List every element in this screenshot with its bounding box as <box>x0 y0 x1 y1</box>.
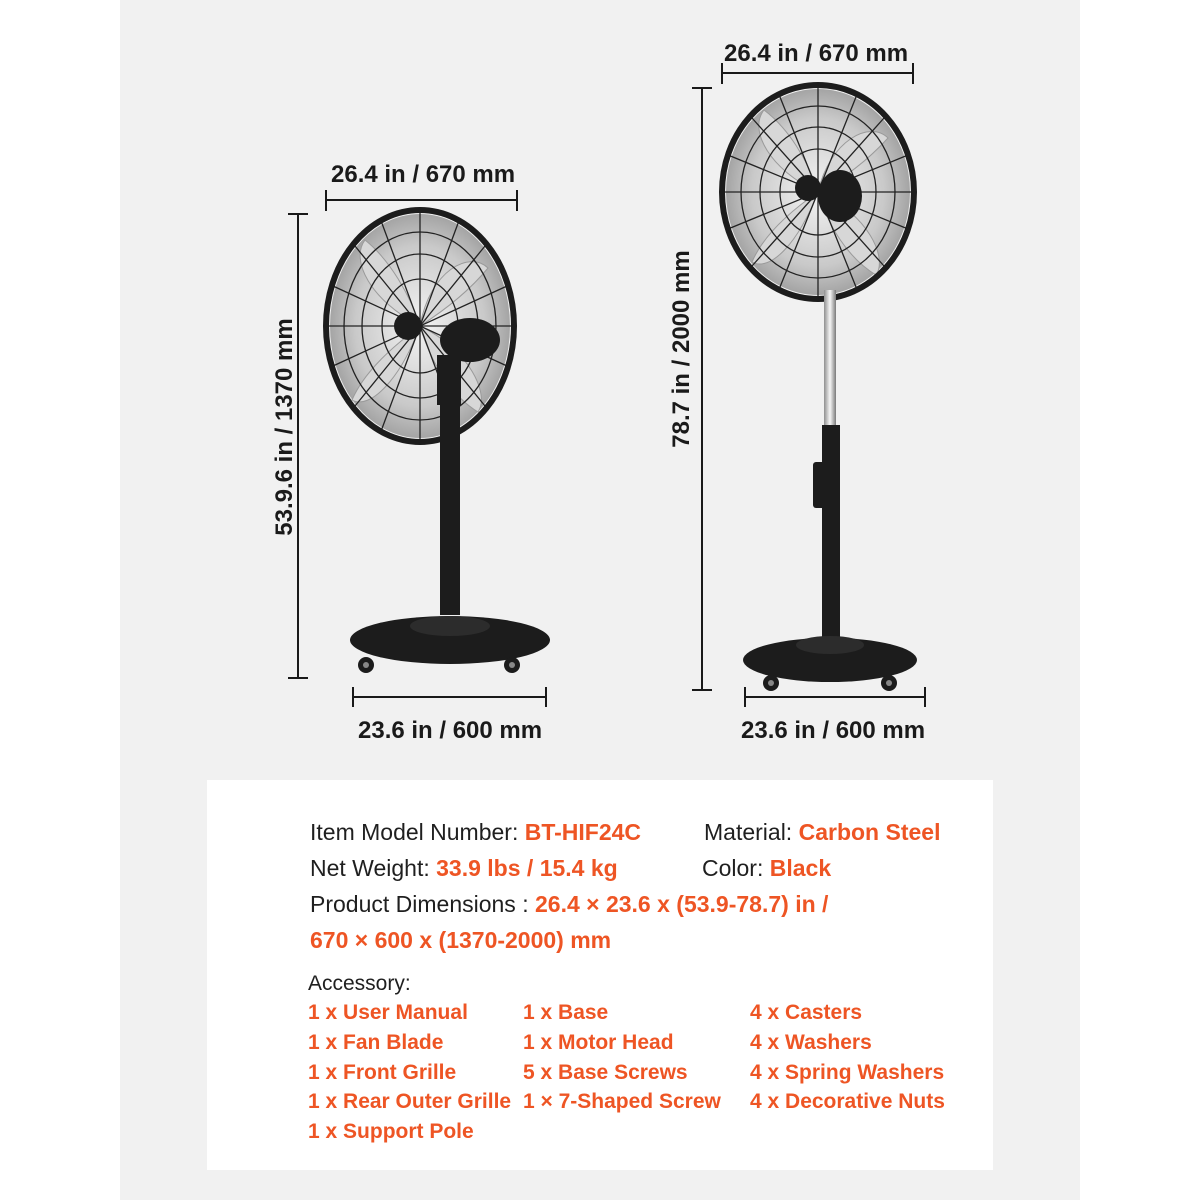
color-label: Color: <box>702 855 764 881</box>
material-row <box>704 821 940 844</box>
tall-fan-pole <box>822 425 840 645</box>
tall-fan-head <box>722 85 914 299</box>
dimensions-row-2 <box>310 929 611 952</box>
accessory-item: 1 x Rear Outer Grille <box>308 1090 512 1113</box>
accessory-item: 4 x Spring Washers <box>750 1061 945 1084</box>
accessory-heading: Accessory: <box>308 972 411 995</box>
tall-fan-head-width-label: 26.4 in / 670 mm <box>724 40 909 67</box>
color-row <box>702 857 831 880</box>
accessory-item: 1 x Front Grille <box>308 1061 457 1084</box>
net-weight-label: Net Weight: <box>310 855 430 881</box>
accessory-item: 1 x Support Pole <box>308 1120 474 1143</box>
accessory-item: 4 x Decorative Nuts <box>750 1090 945 1113</box>
color-value: Black <box>769 855 832 881</box>
accessory-item: 1 x Fan Blade <box>308 1031 444 1054</box>
tall-fan-base <box>743 636 917 691</box>
dimensions-value-line1: 26.4 × 23.6 x (53.9-78.7) in / <box>534 891 829 917</box>
accessory-item: 1 x Motor Head <box>523 1031 674 1054</box>
tall-fan-inner-pole <box>824 290 836 425</box>
short-fan-pole <box>440 400 460 615</box>
tall-fan <box>722 85 917 691</box>
short-fan <box>326 210 550 673</box>
short-fan-base <box>350 616 550 673</box>
model-number-label: Item Model Number: <box>310 819 519 845</box>
accessory-item: 4 x Casters <box>750 1001 863 1024</box>
model-number-value: BT-HIF24C <box>524 819 642 845</box>
model-number-row <box>310 821 641 844</box>
material-label: Material: <box>704 819 793 845</box>
short-fan-base-width-label: 23.6 in / 600 mm <box>358 717 543 744</box>
short-fan-height-label: 53.9.6 in / 1370 mm <box>271 318 298 536</box>
accessory-item: 5 x Base Screws <box>523 1061 688 1084</box>
accessory-item: 4 x Washers <box>750 1031 872 1054</box>
dimensions-row <box>310 893 828 916</box>
dimensions-value-line2: 670 × 600 x (1370-2000) mm <box>310 927 612 953</box>
spec-panel <box>207 780 993 1170</box>
accessory-item: 1 x User Manual <box>308 1001 468 1024</box>
accessory-item: 1 x Base <box>523 1001 609 1024</box>
tall-fan-control-panel <box>813 462 827 508</box>
short-fan-head-width-label: 26.4 in / 670 mm <box>331 161 516 188</box>
short-fan-head <box>326 210 514 442</box>
tall-fan-height-label: 78.7 in / 2000 mm <box>668 250 695 448</box>
dimensions-label: Product Dimensions : <box>310 891 529 917</box>
net-weight-value: 33.9 lbs / 15.4 kg <box>436 855 618 881</box>
accessory-item: 1 × 7-Shaped Screw <box>523 1090 721 1113</box>
tall-fan-base-width-label: 23.6 in / 600 mm <box>741 717 926 744</box>
net-weight-row <box>310 857 618 880</box>
material-value: Carbon Steel <box>798 819 941 845</box>
